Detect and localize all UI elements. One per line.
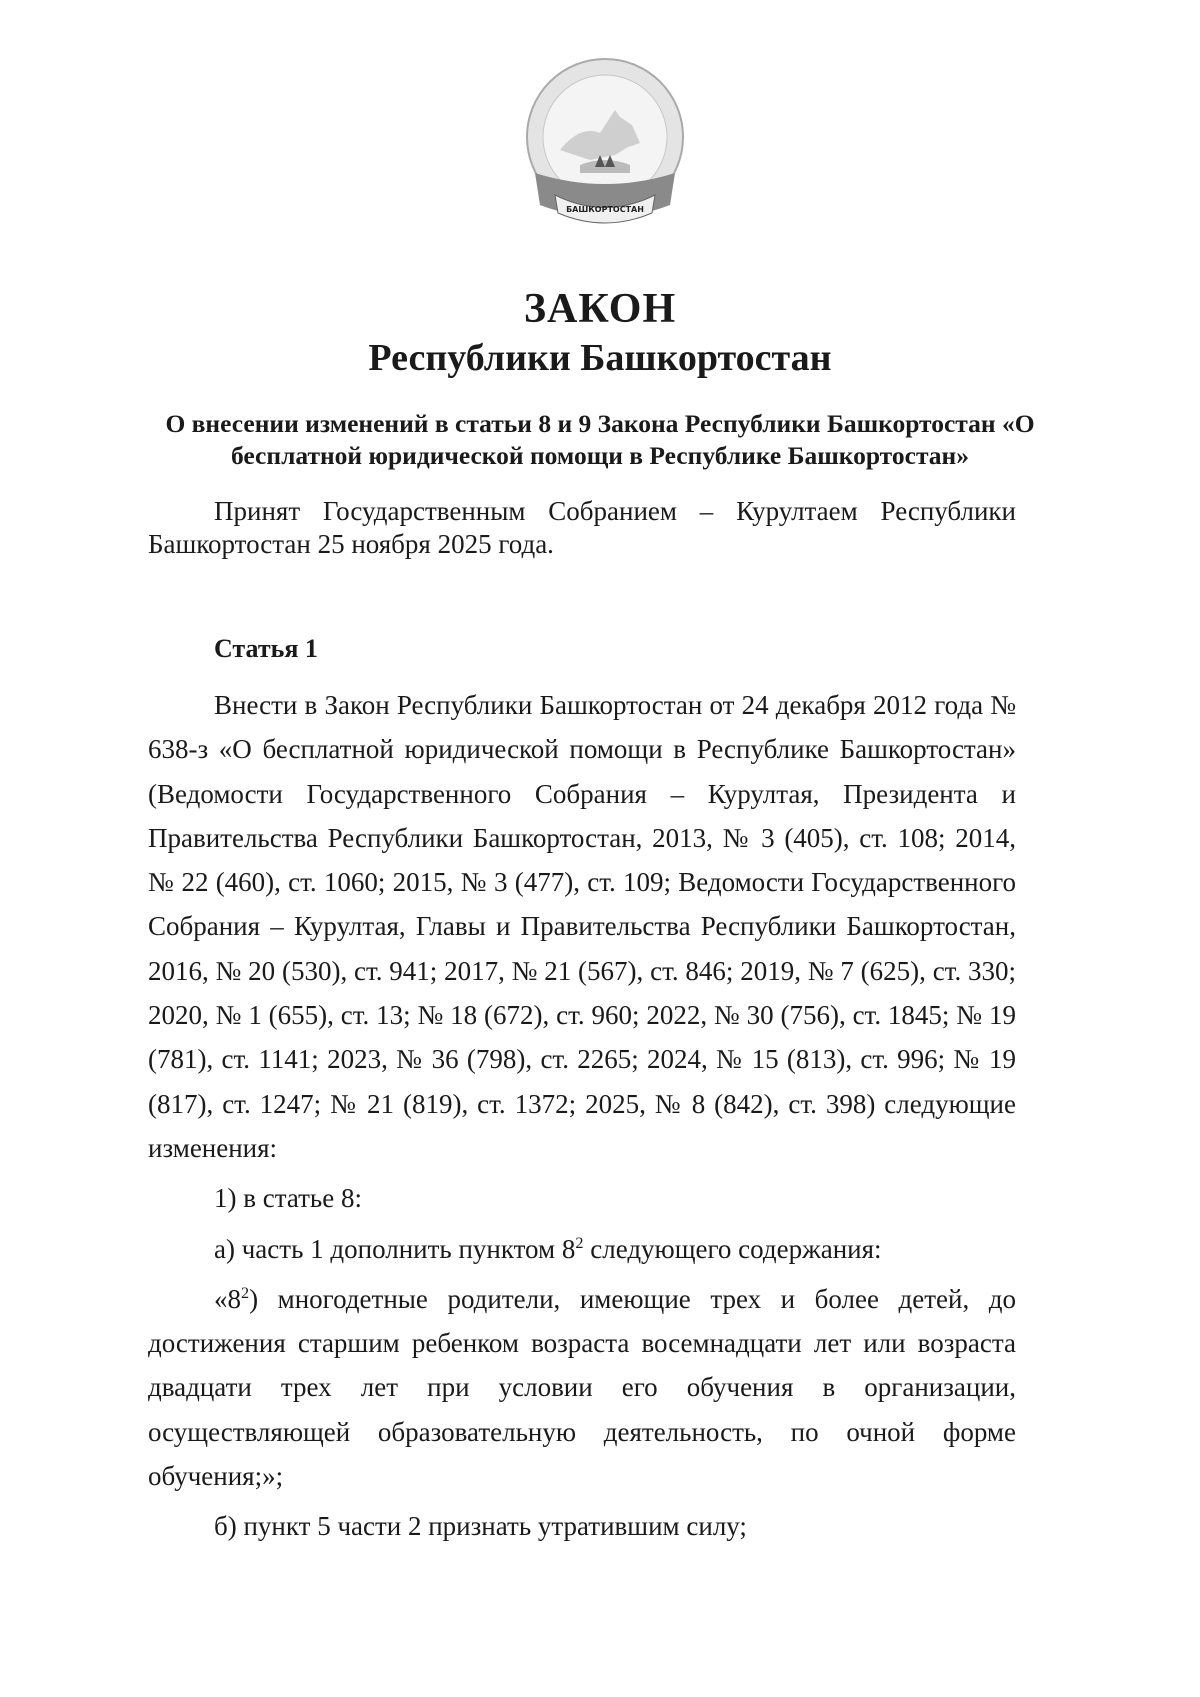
document-subtitle: Республики Башкортостан [368, 337, 832, 379]
quote-text: ) многодетные родители, имеющие трех и более детей, до достижения старшим ребенком возраста восемнадцати лет или возраста двадцати трех лет при условии его обучения в организации, осуществляющей образовательную деятельность, по очной форме обучения;»; [148, 1283, 1016, 1492]
item-1a-text-end: следующего содержания: [583, 1233, 882, 1264]
item-1b: б) пункт 5 части 2 признать утратившим силу; [214, 1511, 747, 1542]
superscript: 2 [241, 1283, 250, 1302]
adoption-note [148, 495, 1016, 561]
item-1a [148, 1227, 1016, 1271]
superscript: 2 [575, 1233, 584, 1252]
item-1a-text: а) часть 1 дополнить пунктом 8 [214, 1233, 576, 1264]
article-heading: Статья 1 [214, 634, 318, 663]
document-title: ЗАКОН [523, 286, 677, 332]
quoted-clause [148, 1277, 1016, 1498]
law-description: О внесении изменений в статьи 8 и 9 Закона Республики Башкортостан «О бесплатной юридической помощи в Республике Башкортостан» [165, 409, 1035, 470]
article-intro: Внести в Закон Республики Башкортостан от 24 декабря 2012 года № 638-з «О бесплатной юридической помощи в Республике Башкортостан» (Ведомости Государственного Собрания – Курултая, Президента и Правительства Республики Башкортостан, 2013, № 3 (405), ст. 108; 2014, № 22 (460), ст. 1060; 2015, № 3 (477), ст. 109; Ведомости Государственного Собрания – Курултая, Главы и Правительства Республики Башкортостан, 2016, № 20 (530), ст. 941; 2017, № 21 (567), ст. 846; 2019, № 7 (625), ст. 330; 2020, № 1 (655), ст. 13; № 18 (672), ст. 960; 2022, № 30 (756), ст. 1845; № 19 (781), ст. 1141; 2023, № 36 (798), ст. 2265; 2024, № 15 (813), ст. 996; № 19 (817), ст. 1247; № 21 (819), ст. 1372; 2025, № 8 (842), ст. 398) следующие изменения: [148, 690, 1016, 1163]
adoption-text: Принят Государственным Собранием – Курултаем Республики Башкортостан 25 ноября 2025 года. [148, 496, 1016, 559]
bashkortostan-emblem [520, 55, 690, 235]
item-1: 1) в статье 8: [214, 1183, 362, 1214]
quote-start: «8 [214, 1283, 241, 1314]
emblem-caption: БАШКОРТОСТАН [566, 205, 644, 214]
article-body [148, 683, 1016, 1549]
